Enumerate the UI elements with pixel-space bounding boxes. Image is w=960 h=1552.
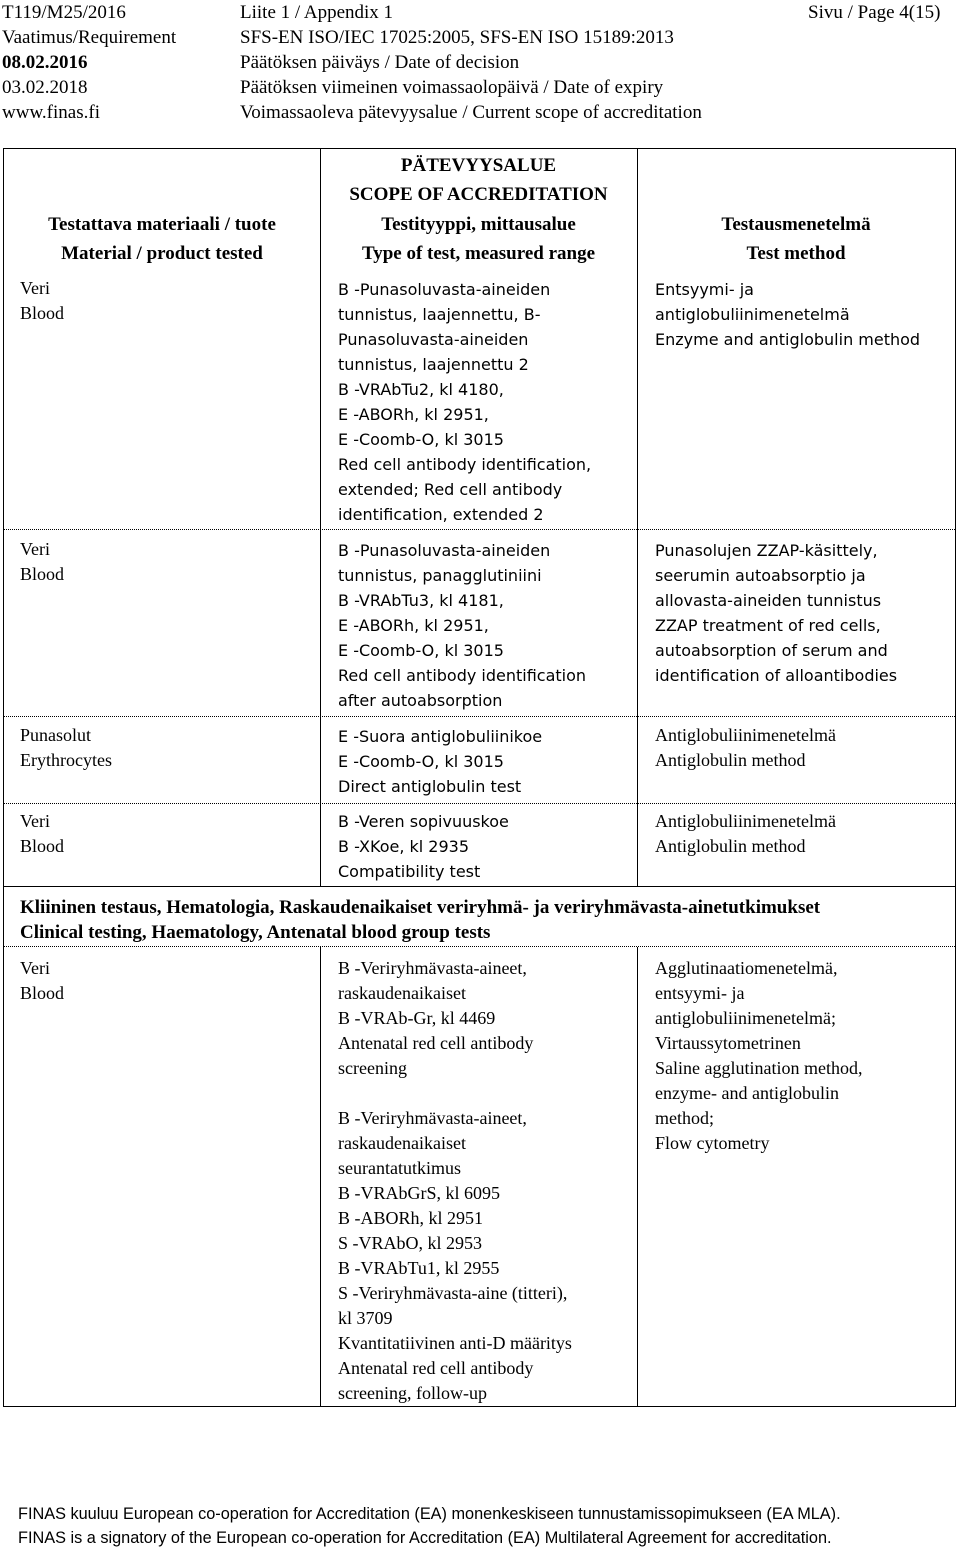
- method-line: method;: [655, 1108, 714, 1128]
- header-row-2: [0, 25, 960, 51]
- row-divider: [4, 529, 955, 530]
- decision-date: 08.02.2016: [2, 52, 88, 73]
- test-line: tunnistus, laajennettu 2: [338, 355, 529, 374]
- section-divider-top: [4, 886, 955, 887]
- test-line: B -Punasoluvasta-aineiden: [338, 541, 551, 560]
- test-line: Antenatal red cell antibody: [338, 1358, 534, 1378]
- test-line: S -VRAbO, kl 2953: [338, 1233, 483, 1253]
- material-en: Blood: [20, 564, 65, 584]
- finas-website: www.finas.fi: [2, 102, 100, 123]
- test-line: after autoabsorption: [338, 691, 503, 710]
- current-scope-label: Voimassaoleva pätevyysalue / Current scope of accreditation: [240, 102, 702, 123]
- table-row-1-method: [655, 277, 920, 352]
- col-test-header-en: Type of test, measured range: [361, 243, 596, 264]
- material-en: Blood: [20, 836, 65, 856]
- requirement-standards: SFS-EN ISO/IEC 17025:2005, SFS-EN ISO 15189:2013: [240, 27, 674, 48]
- material-en: Blood: [20, 983, 65, 1003]
- test-line: B -Veriryhmävasta-aineet,: [338, 958, 527, 978]
- table-row-4-method: [655, 809, 836, 859]
- test-line: kl 3709: [338, 1308, 393, 1328]
- material-fi: Veri: [20, 958, 50, 978]
- table-row-3-material: [20, 723, 112, 773]
- method-line: Enzyme and antiglobulin method: [655, 330, 921, 349]
- test-line: B -VRAbTu1, kl 2955: [338, 1258, 500, 1278]
- test-line: E -Suora antiglobuliinikoe: [338, 727, 543, 746]
- col-method-header-en: Test method: [746, 243, 846, 264]
- footer-line-en: FINAS is a signatory of the European co-operation for Accreditation (EA) Multilateral Agreement for accreditation.: [18, 1529, 832, 1547]
- method-line: entsyymi- ja: [655, 983, 745, 1003]
- section-title-fi: Kliininen testaus, Hematologia, Raskaudenaikaiset veriryhmä- ja veriryhmävasta-ainetutkimukset: [20, 897, 821, 918]
- appendix-label: Liite 1 / Appendix 1: [240, 2, 394, 23]
- test-line: screening: [338, 1058, 407, 1078]
- header-row-5: [0, 100, 960, 126]
- test-line: E -Coomb-O, kl 3015: [338, 430, 504, 449]
- method-line: ZZAP treatment of red cells,: [655, 616, 881, 635]
- table-row-1-material: [20, 276, 64, 326]
- test-line: B -Veriryhmävasta-aineet,: [338, 1108, 527, 1128]
- test-line: seurantatutkimus: [338, 1158, 461, 1178]
- test-line: S -Veriryhmävasta-aine (titteri),: [338, 1283, 568, 1303]
- table-row-2-method: [655, 538, 897, 688]
- test-line: Direct antiglobulin test: [338, 777, 522, 796]
- test-line: Red cell antibody identification,: [338, 455, 592, 474]
- section-row-method: [655, 956, 862, 1156]
- col-method-header-fi: Testausmenetelmä: [721, 214, 871, 235]
- section-row-material: [20, 956, 64, 1006]
- header-row-1: [0, 0, 960, 26]
- method-line: allovasta-aineiden tunnistus: [655, 591, 882, 610]
- method-line: antiglobuliinimenetelmä: [655, 305, 850, 324]
- test-line: E -Coomb-O, kl 3015: [338, 641, 504, 660]
- test-line: Compatibility test: [338, 862, 481, 881]
- table-row-4-test: [338, 809, 509, 884]
- method-line: Antiglobuliinimenetelmä: [655, 725, 836, 745]
- column-divider-2-lower: [637, 947, 638, 1407]
- test-line: Punasoluvasta-aineiden: [338, 330, 529, 349]
- test-line: Antenatal red cell antibody: [338, 1033, 534, 1053]
- header-row-4: [0, 75, 960, 101]
- method-line: seerumin autoabsorptio ja: [655, 566, 866, 585]
- method-line: antiglobuliinimenetelmä;: [655, 1008, 836, 1028]
- col-test-header-fi: Testityyppi, mittausalue: [381, 214, 576, 235]
- material-fi: Veri: [20, 539, 50, 559]
- scope-title-en: SCOPE OF ACCREDITATION: [349, 184, 608, 205]
- material-en: Erythrocytes: [20, 750, 112, 770]
- header-row-3: [0, 50, 960, 76]
- test-line: raskaudenaikaiset: [338, 983, 466, 1003]
- table-row-1-test: [338, 277, 591, 527]
- test-line: E -ABORh, kl 2951,: [338, 405, 489, 424]
- test-line: B -VRAbTu3, kl 4181,: [338, 591, 504, 610]
- method-line: Agglutinaatiomenetelmä,: [655, 958, 838, 978]
- method-line: Antiglobuliinimenetelmä: [655, 811, 836, 831]
- test-line: Kvantitatiivinen anti-D määritys: [338, 1333, 572, 1353]
- table-row-2-material: [20, 537, 64, 587]
- requirement-label: Vaatimus/Requirement: [2, 27, 177, 48]
- row-divider: [4, 716, 955, 717]
- method-line: enzyme- and antiglobulin: [655, 1083, 839, 1103]
- method-line: Saline agglutination method,: [655, 1058, 863, 1078]
- col-material-header-en: Material / product tested: [61, 243, 263, 264]
- test-line: B -Veren sopivuuskoe: [338, 812, 509, 831]
- method-line: Antiglobulin method: [655, 750, 806, 770]
- test-line: E -ABORh, kl 2951,: [338, 616, 489, 635]
- table-row-4-material: [20, 809, 64, 859]
- material-en: Blood: [20, 303, 65, 323]
- row-divider: [4, 803, 955, 804]
- method-line: Punasolujen ZZAP-käsittely,: [655, 541, 878, 560]
- material-fi: Veri: [20, 811, 50, 831]
- page-number: Sivu / Page 4(15): [808, 2, 941, 23]
- test-line: B -XKoe, kl 2935: [338, 837, 470, 856]
- material-fi: Veri: [20, 278, 50, 298]
- col-material-header-fi: Testattava materiaali / tuote: [48, 214, 276, 235]
- test-line: raskaudenaikaiset: [338, 1133, 466, 1153]
- expiry-date-label: Päätöksen viimeinen voimassaolopäivä / Date of expiry: [240, 77, 664, 98]
- test-line: B -VRAbTu2, kl 4180,: [338, 380, 504, 399]
- method-line: Antiglobulin method: [655, 836, 806, 856]
- method-line: Virtaussytometrinen: [655, 1033, 801, 1053]
- scope-title-fi: PÄTEVYYSALUE: [400, 155, 557, 176]
- footer-line-fi: FINAS kuuluu European co-operation for Accreditation (EA) monenkeskiseen tunnustamissopimukseen (EA MLA).: [18, 1505, 841, 1523]
- table-row-3-test: [338, 724, 542, 799]
- test-line: tunnistus, panagglutiniini: [338, 566, 542, 585]
- test-line: B -VRAbGrS, kl 6095: [338, 1183, 501, 1203]
- test-line: B -ABORh, kl 2951: [338, 1208, 484, 1228]
- test-spacer: [338, 1081, 572, 1106]
- test-line: tunnistus, laajennettu, B-: [338, 305, 541, 324]
- expiry-date: 03.02.2018: [2, 77, 88, 98]
- method-line: identification of alloantibodies: [655, 666, 898, 685]
- test-line: extended; Red cell antibody: [338, 480, 563, 499]
- test-line: identification, extended 2: [338, 505, 544, 524]
- section-divider-bottom: [4, 946, 955, 947]
- material-fi: Punasolut: [20, 725, 92, 745]
- method-line: autoabsorption of serum and: [655, 641, 888, 660]
- test-line: E -Coomb-O, kl 3015: [338, 752, 504, 771]
- table-row-3-method: [655, 723, 836, 773]
- section-row-test: [338, 956, 572, 1406]
- method-line: Entsyymi- ja: [655, 280, 754, 299]
- test-line: B -Punasoluvasta-aineiden: [338, 280, 551, 299]
- column-divider-1-lower: [320, 947, 321, 1407]
- test-line: B -VRAb-Gr, kl 4469: [338, 1008, 496, 1028]
- section-title-en: Clinical testing, Haematology, Antenatal blood group tests: [20, 922, 491, 943]
- test-line: Red cell antibody identification: [338, 666, 587, 685]
- document-id: T119/M25/2016: [2, 2, 126, 23]
- decision-date-label: Päätöksen päiväys / Date of decision: [240, 52, 520, 73]
- table-row-2-test: [338, 538, 586, 713]
- test-line: screening, follow-up: [338, 1383, 487, 1403]
- method-line: Flow cytometry: [655, 1133, 770, 1153]
